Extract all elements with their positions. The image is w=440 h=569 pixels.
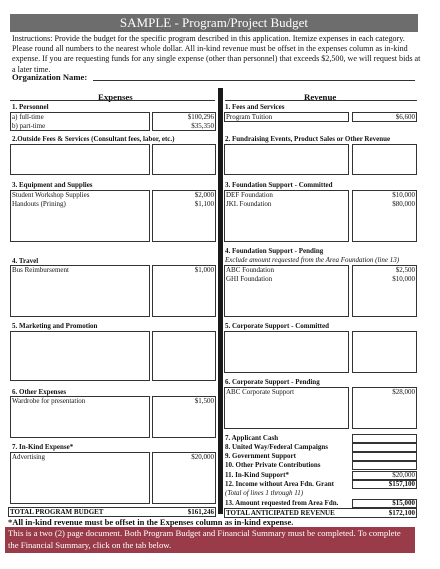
line-amount-box[interactable] [352, 443, 417, 452]
expense-item-label: Handouts (Prining) [12, 200, 66, 208]
line-income-without-grant: 12. Income without Area Fdn. Grant [225, 480, 334, 488]
section-fees-services: 1. Fees and Services [225, 103, 285, 111]
org-name-label: Organization Name: [12, 72, 88, 82]
section-inkind-expense: 7. In-Kind Expense* [12, 443, 74, 451]
revenue-item-label: ABC Foundation [226, 266, 275, 274]
lines-total-note: (Total of lines 1 through 11) [225, 489, 304, 497]
expense-label-box[interactable] [10, 331, 150, 381]
revenue-item-label: GHI Foundation [226, 275, 273, 283]
section-travel: 4. Travel [12, 257, 39, 265]
revenue-item-label: DEF Foundation [226, 191, 273, 199]
expense-item-amount[interactable]: $1,000 [194, 266, 214, 274]
line-inkind-support: 11. In-Kind Support* [225, 471, 289, 479]
revenue-label-box[interactable] [224, 331, 349, 373]
line-inkind-amount[interactable]: $20,000 [392, 471, 415, 479]
expense-item-label: Wardrobe for presentation [12, 397, 86, 405]
revenue-item-amount[interactable]: $28,000 [392, 388, 415, 396]
total-program-budget-amount: $161,246 [187, 508, 214, 516]
section-corporate-committed: 5. Corporate Support - Committed [225, 322, 330, 330]
section-foundation-committed: 3. Foundation Support - Committed [225, 181, 333, 189]
section-foundation-pending: 4. Foundation Support - Pending [225, 247, 324, 255]
line-amount-box[interactable] [352, 452, 417, 461]
section-fundraising: 2. Fundraising Events, Product Sales or Other Revenue [225, 135, 391, 143]
revenue-item-amount[interactable]: $80,000 [392, 200, 415, 208]
center-divider [218, 88, 223, 514]
line-income-amount: $157,100 [388, 480, 415, 488]
line-united-way: 8. United Way/Federal Campaigns [225, 443, 328, 451]
financial-summary-banner: This is a two (2) page document. Both Program Budget and Financial Summary must be completed. To complete the Financial Summary, click on the tab below. [5, 527, 415, 553]
revenue-item-amount[interactable]: $2,500 [395, 266, 415, 274]
expense-item-amount[interactable]: $100,296 [187, 113, 214, 121]
revenue-amount-box[interactable] [352, 331, 417, 373]
section-marketing: 5. Marketing and Promotion [12, 322, 98, 330]
expense-item-amount[interactable]: $1,100 [194, 200, 214, 208]
revenue-item-amount[interactable]: $10,000 [392, 275, 415, 283]
total-revenue-label: TOTAL ANTICIPATED REVENUE [226, 509, 335, 517]
section-equipment: 3. Equipment and Supplies [12, 181, 93, 189]
expense-item-label: Advertising [12, 453, 46, 461]
expense-item-amount[interactable]: $20,000 [191, 453, 214, 461]
section-corporate-pending: 6. Corporate Support - Pending [225, 378, 320, 386]
line-amount-requested: 13. Amount requested from Area Fdn. [225, 499, 339, 507]
revenue-item-label: Program Tuition [226, 113, 273, 121]
expenses-heading: Expenses [98, 92, 133, 102]
expense-item-label: a) full-time [12, 113, 44, 121]
divider [225, 100, 417, 101]
revenue-amount-box[interactable] [352, 144, 417, 175]
revenue-label-box[interactable] [224, 144, 349, 175]
section-other-expenses: 6. Other Expenses [12, 388, 67, 396]
expense-item-label: b) part-time [12, 122, 46, 130]
expense-amount-box[interactable] [152, 144, 216, 175]
total-program-budget-label: TOTAL PROGRAM BUDGET [10, 508, 104, 516]
expense-item-label: Student Workshop Supplies [12, 191, 90, 199]
divider [10, 100, 215, 101]
revenue-heading: Revenue [304, 92, 337, 102]
line-other-private: 10. Other Private Contributions [225, 461, 321, 469]
revenue-item-label: ABC Corporate Support [226, 388, 295, 396]
org-name-field[interactable] [93, 80, 415, 81]
expense-item-amount[interactable]: $1,500 [194, 397, 214, 405]
line-government-support: 9. Government Support [225, 452, 296, 460]
line-requested-amount[interactable]: $15,000 [392, 499, 415, 507]
section-personnel: 1. Personnel [12, 103, 49, 111]
instructions: Instructions: Provide the budget for the specific program described in this application. Itemize expenses in each category. Please round all numbers to the nearest whole dollar. All in-kind revenue must be offset in the expenses column as in-kind expense. If you are requesting funds for any single expense (other than personnel) that exceeds $2,500, we will request bids at a later time. [12, 34, 421, 74]
expense-item-amount[interactable]: $35,350 [191, 122, 214, 130]
revenue-item-label: JKL Foundation [226, 200, 272, 208]
foundation-pending-note: Exclude amount requested from the Area Foundation (line 13) [225, 256, 400, 264]
revenue-item-amount[interactable]: $10,000 [392, 191, 415, 199]
line-amount-box[interactable] [352, 461, 417, 470]
expense-item-amount[interactable]: $2,000 [194, 191, 214, 199]
section-outside-fees: 2.Outside Fees & Services (Consultant fees, labor, etc.) [12, 135, 175, 143]
total-revenue-amount: $172,100 [388, 509, 415, 517]
inkind-footnote: *All in-kind revenue must be offset in the Expenses column as in-kind expense. [8, 517, 294, 527]
expense-amount-box[interactable] [152, 331, 216, 381]
expense-item-label: Bus Reimbursement [12, 266, 69, 274]
revenue-item-amount[interactable]: $6,600 [395, 113, 415, 121]
page-title: SAMPLE - Program/Project Budget [10, 14, 418, 32]
line-applicant-cash: 7. Applicant Cash [225, 434, 279, 442]
line-amount-box[interactable] [352, 434, 417, 443]
expense-label-box[interactable] [10, 144, 150, 175]
